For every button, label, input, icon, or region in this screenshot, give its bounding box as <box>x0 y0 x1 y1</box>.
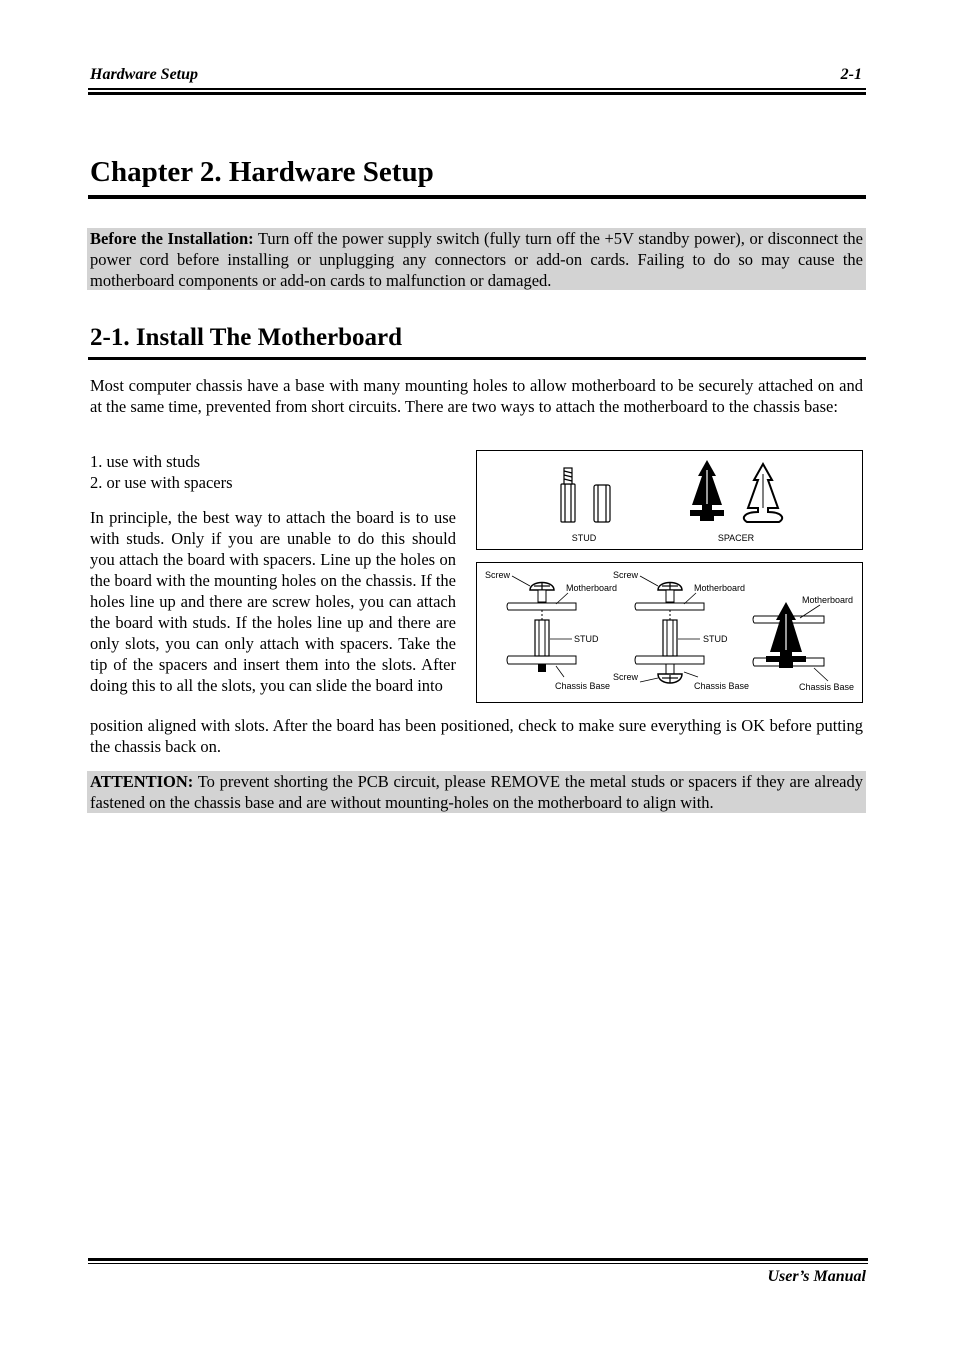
intro-paragraph: Most computer chassis have a base with many mounting holes to allow motherboard to be securely attached on and at the same time, prevented from short circuits. There are two ways to attach the motherboard to the chassis base: <box>90 376 863 416</box>
chassis-base-label: Chassis Base <box>694 681 750 691</box>
stud-label: STUD <box>703 634 728 644</box>
footer-manual-title: User’s Manual <box>767 1268 866 1285</box>
stud-label: STUD <box>574 634 599 644</box>
chapter-title: Chapter 2. Hardware Setup <box>90 156 434 188</box>
page-number: 2-1 <box>840 66 862 83</box>
chassis-base-label: Chassis Base <box>799 682 855 692</box>
spacer-label: SPACER <box>717 533 755 543</box>
screw-label: Screw <box>485 570 511 580</box>
motherboard-label: Motherboard <box>566 583 618 593</box>
motherboard-label: Motherboard <box>694 583 746 593</box>
chassis-base-label: Chassis Base <box>555 681 611 691</box>
before-installation-text: Turn off the power supply switch (fully turn off the +5V standby power), or disconnect the power cord before installing or unplugging any connectors or add-on cards. Failing to do so may cause the motherboard components or add-on cards to malfunction or damaged. <box>90 229 863 290</box>
stud-plain-icon <box>594 485 610 522</box>
list-item: 2. or use with spacers <box>90 473 233 492</box>
running-header-title: Hardware Setup <box>90 66 199 83</box>
footer-rule-thin <box>88 1263 868 1264</box>
body-paragraph-wrapped: In principle, the best way to attach the board is to use with studs. Only if you are unable to do this should you attach the board with spacers. Line up the holes on the board with the mounting holes on the chassis. If the holes line up and there are screw holes, you can attach the board with studs. If the holes line up and there are only slots, you can only attach with spacers. Take the tip of the spacers and insert them into the slots. After doing this to all the slots, you can slide the board into <box>90 508 456 695</box>
list-item: 1. use with studs <box>90 452 201 471</box>
screw-label: Screw <box>613 672 639 682</box>
screw-label: Screw <box>613 570 639 580</box>
mounting-figure <box>476 562 863 703</box>
section-title-rule <box>88 357 866 360</box>
before-installation-label: Before the Installation: <box>90 229 254 248</box>
header-rule-thick <box>88 92 866 95</box>
body-paragraph-full: position aligned with slots. After the board has been positioned, check to make sure everything is OK before putting the chassis back on. <box>90 716 863 756</box>
stud-label: STUD <box>571 533 597 543</box>
attention-label: ATTENTION: <box>90 772 194 791</box>
motherboard-label: Motherboard <box>802 595 854 605</box>
section-title: 2-1. Install The Motherboard <box>90 324 403 351</box>
footer-rule-thick <box>88 1258 868 1261</box>
stud-spacer-figure <box>476 450 863 550</box>
chapter-title-rule <box>88 195 866 199</box>
attention-note <box>87 771 866 813</box>
header-rule-thin <box>88 88 866 90</box>
attention-text: To prevent shorting the PCB circuit, please REMOVE the metal studs or spacers if they are already fastened on the chassis base and are without mounting-holes on the motherboard to align with. <box>90 772 863 812</box>
before-installation-note <box>87 228 866 290</box>
